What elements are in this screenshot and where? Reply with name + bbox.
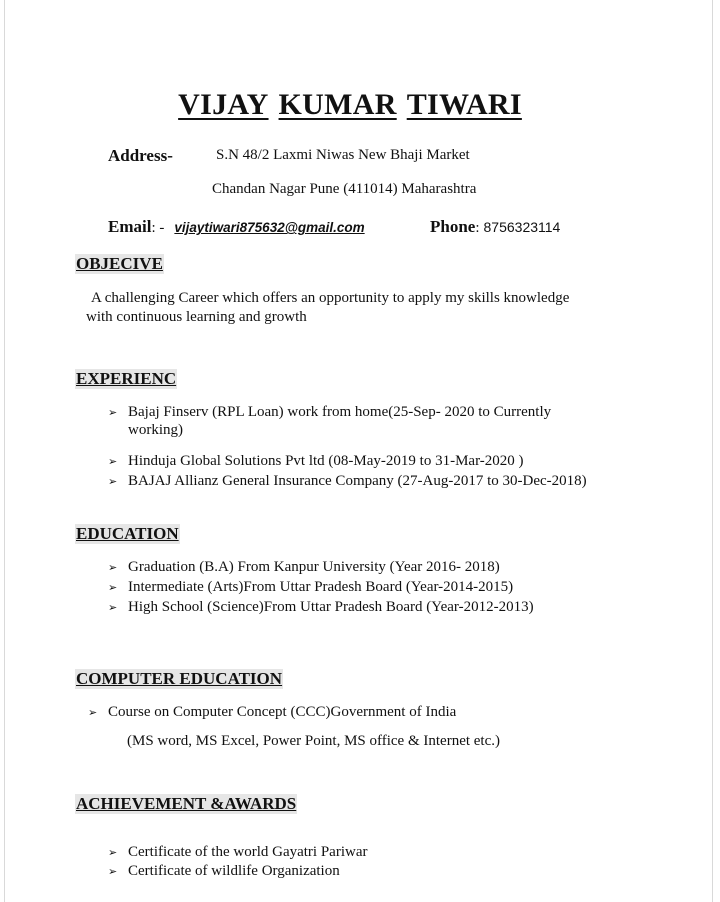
experience-item xyxy=(108,452,524,471)
education-item-text: Intermediate (Arts)From Uttar Pradesh Board (Year-2014-2015) xyxy=(128,579,514,595)
phone-value: 8756323114 xyxy=(483,219,561,235)
name-last: TIWARI xyxy=(406,88,522,121)
experience-item-continued: working) xyxy=(128,422,183,438)
computer-education-item-text: Course on Computer Concept (CCC)Government of India xyxy=(108,704,457,720)
email-link[interactable]: vijaytiwari875632@gmail.com xyxy=(174,220,365,235)
arrow-bullet-icon: ➢ xyxy=(108,455,118,468)
arrow-bullet-icon: ➢ xyxy=(108,601,118,614)
experience-item-text: Bajaj Finserv (RPL Loan) work from home(25-Sep- 2020 to Currently xyxy=(128,404,552,420)
arrow-bullet-icon: ➢ xyxy=(108,561,118,574)
arrow-bullet-icon: ➢ xyxy=(108,581,118,594)
address-line-1: S.N 48/2 Laxmi Niwas New Bhaji Market xyxy=(216,147,470,163)
education-heading: EDUCATION xyxy=(76,524,179,543)
achievement-item-text: Certificate of wildlife Organization xyxy=(128,863,340,879)
resume-name xyxy=(0,88,700,122)
arrow-bullet-icon: ➢ xyxy=(88,706,98,719)
page-edge-left xyxy=(4,0,5,902)
education-item xyxy=(108,558,500,577)
experience-item xyxy=(108,472,587,491)
arrow-bullet-icon: ➢ xyxy=(108,406,118,419)
arrow-bullet-icon: ➢ xyxy=(108,475,118,488)
email-row xyxy=(108,217,365,237)
experience-item-text: BAJAJ Allianz General Insurance Company (27-Aug-2017 to 30-Dec-2018) xyxy=(128,473,587,489)
address-line-2: Chandan Nagar Pune (411014) Maharashtra xyxy=(212,181,477,197)
experience-heading: EXPERIENC xyxy=(76,369,177,388)
email-separator: : - xyxy=(151,220,165,236)
phone-label: Phone xyxy=(430,217,476,236)
experience-item xyxy=(108,403,551,422)
achievement-item xyxy=(108,843,368,862)
objective-heading: OBJECIVE xyxy=(76,254,163,273)
achievement-item xyxy=(108,862,340,881)
name-middle: KUMAR xyxy=(278,88,397,121)
experience-item-text: Hinduja Global Solutions Pvt ltd (08-May-2019 to 31-Mar-2020 ) xyxy=(128,453,524,469)
address-label: Address- xyxy=(108,146,173,165)
phone-row xyxy=(430,217,560,237)
education-item xyxy=(108,598,534,617)
computer-education-item xyxy=(88,703,456,722)
achievements-heading: ACHIEVEMENT &AWARDS xyxy=(76,794,297,813)
education-item-text: High School (Science)From Uttar Pradesh Board (Year-2012-2013) xyxy=(128,599,534,615)
education-item-text: Graduation (B.A) From Kanpur University (Year 2016- 2018) xyxy=(128,559,500,575)
name-first: VIJAY xyxy=(178,88,269,121)
arrow-bullet-icon: ➢ xyxy=(108,846,118,859)
phone-separator: : xyxy=(475,220,480,236)
achievement-item-text: Certificate of the world Gayatri Pariwar xyxy=(128,844,368,860)
computer-education-detail: (MS word, MS Excel, Power Point, MS office & Internet etc.) xyxy=(127,733,501,749)
page-edge-right xyxy=(712,0,713,902)
objective-line-1: A challenging Career which offers an opportunity to apply my skills knowledge xyxy=(91,290,570,306)
arrow-bullet-icon: ➢ xyxy=(108,865,118,878)
education-item xyxy=(108,578,513,597)
objective-line-2: with continuous learning and growth xyxy=(86,309,307,325)
email-label: Email xyxy=(108,217,152,236)
computer-education-heading: COMPUTER EDUCATION xyxy=(76,669,283,688)
